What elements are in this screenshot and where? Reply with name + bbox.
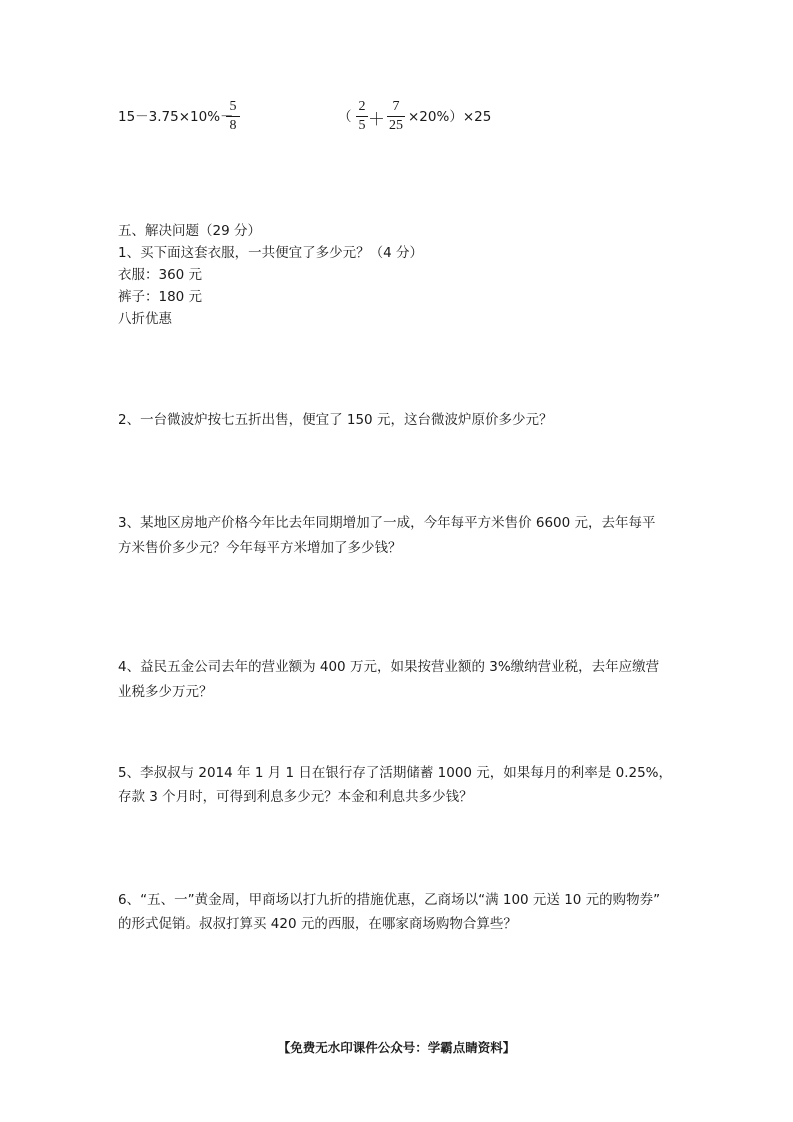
section-title: 五、解决问题（29 分）	[118, 223, 261, 239]
question-6-line-2: 的形式促销。叔叔打算买 420 元的西服，在哪家商场购物合算些？	[118, 916, 517, 932]
question-1-item-pants: 裤子：180 元	[118, 289, 203, 305]
question-2: 2、一台微波炉按七五折出售，便宜了 150 元，这台微波炉原价多少元？	[118, 412, 553, 428]
question-5-line-2: 存款 3 个月时，可得到利息多少元？本金和利息共多少钱？	[118, 789, 473, 805]
question-1: 1、买下面这套衣服，一共便宜了多少元？（4 分）	[118, 245, 423, 261]
open-paren: （	[338, 109, 352, 125]
fraction-bar	[387, 116, 405, 117]
fraction-denominator: 5	[358, 118, 366, 133]
footer-note: 【免费无水印课件公众号：学霸点睛资料】	[277, 1040, 516, 1055]
question-1-item-discount: 八折优惠	[118, 311, 172, 327]
expression-1-text: 15－3.75×10%－	[118, 109, 234, 125]
fraction-numerator: 5	[229, 99, 237, 114]
question-3-line-1: 3、某地区房地产价格今年比去年同期增加了一成，今年每平方米售价 6600 元，去年每平	[118, 515, 656, 531]
expression-2-tail-text: ×20%）×25	[408, 109, 492, 125]
expression-2-tail	[408, 106, 491, 129]
expression-1-fraction	[226, 99, 240, 134]
expression-1	[118, 106, 234, 129]
plus-text: ＋	[368, 110, 385, 130]
question-4-line-1: 4、益民五金公司去年的营业额为 400 万元，如果按营业额的 3%缴纳营业税，去年应缴营	[118, 659, 660, 675]
fraction-bar	[356, 116, 368, 117]
question-5-line-1: 5、李叔叔与 2014 年 1 月 1 日在银行存了活期储蓄 1000 元，如果每月的利率是 0.25%，	[118, 765, 672, 781]
question-3-line-2: 方米售价多少元？今年每平方米增加了多少钱？	[118, 540, 402, 556]
fraction-numerator: 2	[358, 99, 366, 114]
question-6-line-1: 6、“五、一”黄金周，甲商场以打九折的措施优惠，乙商场以“满 100 元送 10 元的购物券”	[118, 892, 661, 908]
fraction-numerator: 7	[392, 99, 400, 114]
plus-sign	[368, 105, 385, 130]
fraction-bar	[226, 116, 240, 117]
question-1-item-clothes: 衣服：360 元	[118, 267, 203, 283]
fraction-denominator: 8	[229, 118, 237, 133]
expression-2-open-paren	[338, 106, 352, 129]
fraction-denominator: 25	[389, 118, 403, 133]
expression-2-fraction-1	[356, 99, 368, 134]
expression-2-fraction-2	[387, 99, 405, 134]
question-4-line-2: 业税多少万元？	[118, 684, 213, 700]
